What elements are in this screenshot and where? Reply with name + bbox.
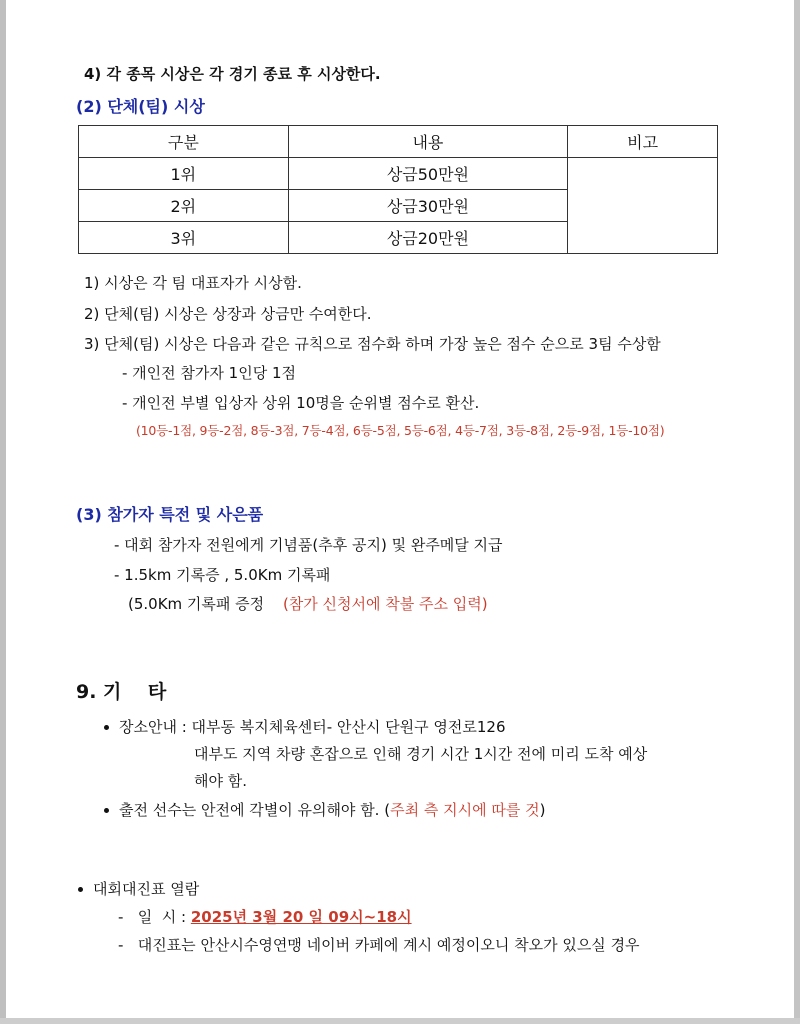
- rank-cell: 1위: [79, 158, 289, 190]
- scoring-rule-2: - 개인전 부별 입상자 상위 10명을 순위별 점수로 환산.: [122, 394, 480, 412]
- benefits-line-2: - 1.5km 기록증 , 5.0Km 기록패: [114, 566, 331, 584]
- header-remarks: 비고: [568, 126, 718, 158]
- venue-line-2: 대부도 지역 차량 혼잡으로 인해 경기 시간 1시간 전에 미리 도착 예상: [194, 745, 648, 763]
- content-cell: 상금50만원: [288, 158, 568, 190]
- table-row: [79, 158, 718, 190]
- draw-date-value: 2025년 3월 20 일 09시~18시: [190, 908, 412, 926]
- safety-note: [104, 799, 545, 820]
- left-frame-edge: [0, 0, 6, 1024]
- plaque-note: (5.0Km 기록패 증정: [128, 595, 265, 613]
- draw-date-label: - 일 시 :: [118, 908, 187, 926]
- venue-info: [104, 716, 506, 737]
- header-content: 내용: [288, 126, 568, 158]
- venue-line-3: 해야 함.: [194, 772, 248, 790]
- section-9-heading: 9. 기 타: [76, 681, 167, 703]
- content-cell: 상금30만원: [288, 190, 568, 222]
- bullet-icon: [104, 725, 109, 730]
- draw-publish-line: - 대진표는 안산시수영연맹 네이버 카페에 계시 예정이오니 착오가 있으실 경우: [118, 936, 640, 954]
- benefits-line-3: [128, 593, 488, 614]
- team-award-note-1: 1) 시상은 각 팀 대표자가 시상함.: [84, 274, 302, 292]
- draw-date-line: [118, 906, 412, 927]
- rank-cell: 2위: [79, 190, 289, 222]
- team-award-note-2: 2) 단체(팀) 시상은 상장과 상금만 수여한다.: [84, 305, 372, 323]
- bottom-frame-edge: [0, 1018, 800, 1024]
- safety-text: 출전 선수는 안전에 각별이 유의해야 함. (: [119, 801, 391, 819]
- draw-table-heading: 대회대진표 열람: [93, 880, 200, 898]
- team-prize-table: [78, 125, 718, 254]
- safety-close: ): [539, 801, 546, 819]
- bullet-icon: [104, 808, 109, 813]
- safety-instruction: 주최 측 지시에 따를 것: [390, 801, 540, 819]
- header-category: 구분: [79, 126, 289, 158]
- team-award-heading: (2) 단체(팀) 시상: [76, 97, 205, 116]
- benefits-line-1: - 대회 참가자 전원에게 기념품(추후 공지) 및 완주메달 지급: [114, 536, 503, 554]
- content-cell: 상금20만원: [288, 222, 568, 254]
- address-note: (참가 신청서에 착불 주소 입력): [282, 595, 488, 613]
- scoring-rule-1: - 개인전 참가자 1인당 1점: [122, 364, 296, 382]
- table-header-row: [79, 126, 718, 158]
- draw-table-item: [78, 878, 199, 899]
- remarks-cell: [568, 158, 718, 254]
- bullet-icon: [78, 887, 83, 892]
- venue-line-1: 장소안내 : 대부동 복지체육센터- 안산시 단원구 영전로126: [119, 718, 506, 736]
- team-award-note-3: 3) 단체(팀) 시상은 다음과 같은 규칙으로 점수화 하며 가장 높은 점수 순으로 3팀 수상함: [84, 335, 661, 353]
- right-frame-edge: [794, 0, 800, 1024]
- rank-cell: 3위: [79, 222, 289, 254]
- award-note-4: 4) 각 종목 시상은 각 경기 종료 후 시상한다.: [84, 65, 381, 83]
- score-detail: (10등-1점, 9등-2점, 8등-3점, 7등-4점, 6등-5점, 5등-6점, 4등-7점, 3등-8점, 2등-9점, 1등-10점): [136, 423, 665, 438]
- participant-benefits-heading: (3) 참가자 특전 및 사은품: [76, 505, 264, 524]
